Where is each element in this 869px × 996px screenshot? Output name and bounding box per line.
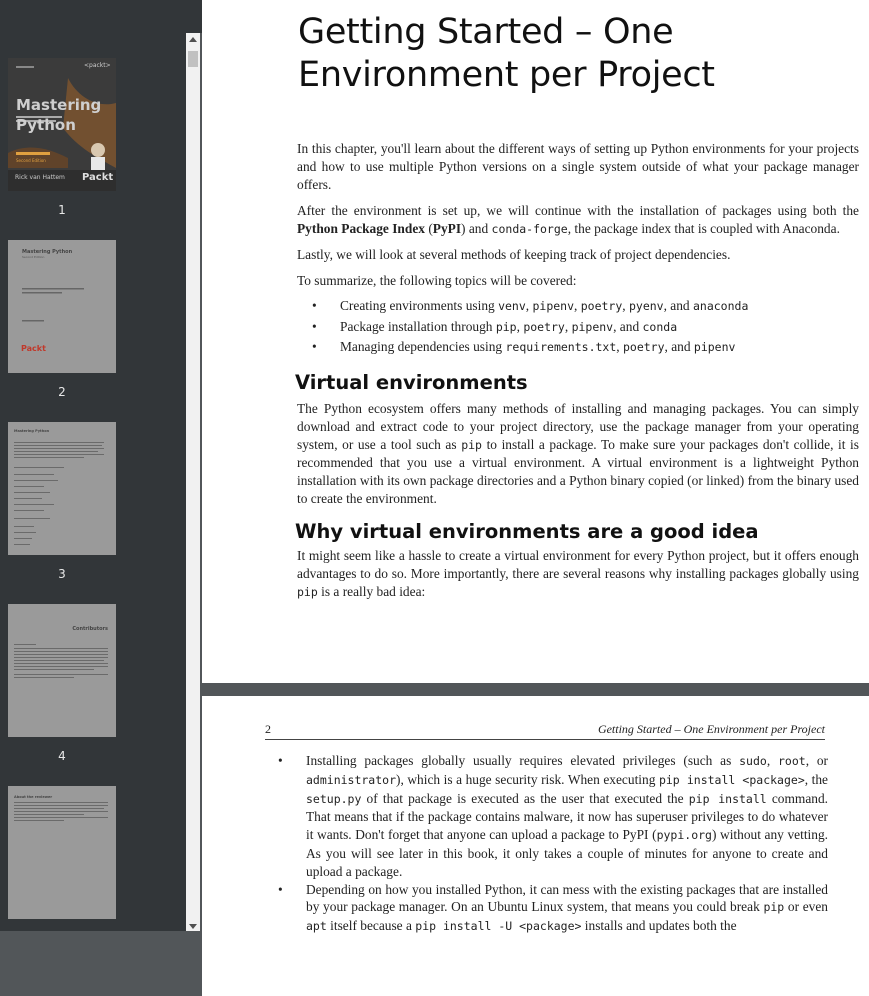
text-span: , the package index that is coupled with Anaconda. [567,221,840,236]
thumb-content [8,422,116,555]
text-span: , or [805,753,828,768]
cover-title: Mastering Python [16,96,102,134]
sidebar-scrollbar[interactable] [186,33,200,931]
inline-code: poetry [523,319,565,334]
list-item: • Creating environments using venv, pipenv, poetry, pyenv, and anaconda [312,298,749,313]
cover-publisher: Packt [82,172,114,183]
text-span: , and [664,339,694,354]
text-span: It might seem like a hassle to create a virtual environment for every Python project, but it offers enough advantages to do so. More importantly, there are several reasons why installing packages globally using [297,548,859,581]
intro-paragraph-4: To summarize, the following topics will be covered: [297,273,577,288]
thumb-content [8,604,116,737]
text-span: , the [804,771,828,787]
text-span: , and [613,318,643,334]
text-span: Installing packages globally usually requires elevated privileges (such as [306,753,740,768]
text-span: After the environment is set up, we will continue with the installation of packages using both the [297,203,859,218]
inline-code: pipenv [532,299,575,313]
text-span: Package installation through [340,318,496,334]
cover-brand: <packt> [84,62,111,69]
inline-code: apt [306,919,327,934]
intro-paragraph-2 [297,202,859,238]
pdf-page-1 [202,0,869,683]
text-span: Creating environments using [340,298,499,313]
chapter-title-line2: Environment per Project [298,55,715,95]
chapter-title-line1: Getting Started – One [298,12,674,52]
text-span: installs and updates both the [581,918,737,934]
thumb-subtitle: Second Edition [22,255,45,259]
thumb-title: Mastering Python [22,249,73,255]
text-span: , [525,298,533,313]
thumbnail-sidebar [0,33,186,931]
text-span: of that package is executed as the user that executed the [361,790,689,806]
text-span: or even [784,899,828,915]
cover-edition: Second Edition [16,158,46,163]
text-span: Depending on how you installed Python, it can mess with the existing packages that are installed by your package manager. On an Ubuntu Linux system, that means you could break [306,881,828,915]
inline-code: pip install -U <package> [415,919,582,934]
text-span: ( [424,221,433,236]
topics-list [312,296,852,358]
section-heading-why-virtual-environments: Why virtual environments are a good idea [295,520,759,543]
text-span: , [766,753,778,768]
thumbnail-page-3[interactable] [8,422,116,555]
inline-code: pipenv [693,340,736,354]
text-span: , [622,298,629,313]
list-item: • Depending on how you installed Python, it can mess with the existing packages that are installed by your package manager. On an Ubuntu Linux system, that means you could break pip or even apt itself because a pip install -U <package> installs and updates both the [278,881,828,934]
inline-code: conda-forge [491,222,568,236]
intro-paragraph-3: Lastly, we will look at several methods of keeping track of project dependencies. [297,247,731,262]
section-heading-virtual-environments: Virtual environments [295,371,528,394]
inline-code: venv [498,299,526,313]
inline-code: pip [763,900,785,915]
list-item: • Managing dependencies using requirements.txt, poetry, and pipenv [312,339,736,354]
running-header [265,720,825,740]
inline-code: sudo [739,754,767,768]
thumbnail-page-1[interactable] [8,58,116,191]
thumb-content [8,786,116,919]
inline-code: pip install <package> [658,772,805,787]
text-span: , [516,318,524,334]
text-span: command. That means that if the package contains malware, it now has superuser privileges to do whatever it wants. Don't forget that anyone can upload a package to PyPI ( [306,790,828,843]
inline-code: pip [495,319,517,334]
inline-code: pip install [688,791,767,806]
thumbnail-page-2[interactable] [8,240,116,373]
scrollbar-thumb[interactable] [188,51,198,67]
thumbnail-number: 4 [58,749,66,763]
scroll-down-arrow-icon[interactable] [189,924,197,929]
page-number: 2 [265,722,271,736]
thumbnail-number: 3 [58,567,66,581]
text-span: Managing dependencies using [340,339,506,354]
text-span: , [574,298,581,313]
thumb-publisher: Packt [21,344,46,353]
thumb-title: Contributors [72,626,108,632]
text-span: is a really bad idea: [317,584,426,599]
text-span: ) without any vetting. As you will see later in this book, it only takes a couple of minutes for anyone to create and upload a package. [306,827,828,879]
text-span: ) and [461,221,492,236]
text-span: , [564,318,572,334]
bold-term: PyPI [432,221,462,236]
pdf-page-2 [202,696,869,996]
inline-code: conda [642,319,678,334]
inline-code: pyenv [628,299,664,313]
bold-term: Python Package Index [297,221,425,236]
thumbnail-page-4[interactable] [8,604,116,737]
thumbnail-page-5[interactable] [8,786,116,919]
inline-code: poetry [580,299,623,313]
inline-code: pipenv [571,319,614,334]
text-span: The Python ecosystem offers many methods of installing and managing packages. You can simply download and extract code to your project directory, use the package manager from your operating system, or use a tool such as [297,401,859,452]
text-span: , [616,339,623,354]
intro-paragraph-1: In this chapter, you'll learn about the different ways of setting up Python environments for your projects and how to use multiple Python versions on a single system outside of what your package manager offers. [297,141,859,192]
scroll-up-arrow-icon[interactable] [189,37,197,42]
thumb-title: Mastering Python [14,429,50,433]
running-title: Getting Started – One Environment per Project [597,722,825,736]
inline-code: pypi.org [656,828,712,843]
why-paragraph [297,547,859,601]
text-span: to install a package. To make sure your packages don't collide, it is recommended that you use a virtual environment. A virtual environment is a lightweight Python installation with its own package directories and a Python binary copied (or linked) from the binary used to create the environment. [297,437,859,506]
text-span: itself because a [326,918,416,934]
inline-code: setup.py [306,791,362,806]
inline-code: anaconda [692,299,749,313]
cover-author: Rick van Hattem [15,174,65,181]
inline-code: requirements.txt [505,340,617,354]
document-viewer [200,12,867,934]
list-item: • Installing packages globally usually requires elevated privileges (such as sudo, root, or administrator), which is a huge security risk. When executing pip install <package>, the setup.py of that package is executed as the user that executed the pip install command. That means that if the package contains malware, it now has superuser privileges to do whatever it wants. Don't forget that anyone can upload a package to PyPI (pypi.org) without any vetting. As you will see later in this book, it only takes a couple of minutes for anyone to create and upload a package. [278,753,828,879]
list-item: • Package installation through pip, poetry, pipenv, and conda [312,318,678,334]
inline-code: pip [461,438,482,452]
thumbnail-number: 2 [58,385,66,399]
reasons-list [278,752,828,936]
thumb-title: About the reviewer [14,795,53,799]
inline-code: poetry [622,340,665,354]
thumb-content [8,240,116,373]
text-span: ), which is a huge security risk. When executing [396,771,659,787]
inline-code: root [777,754,806,768]
text-span: , and [663,298,693,313]
thumbnail-number: 1 [58,203,66,217]
virtual-environments-paragraph [297,400,859,508]
inline-code: administrator [306,772,397,787]
inline-code: pip [297,585,318,599]
